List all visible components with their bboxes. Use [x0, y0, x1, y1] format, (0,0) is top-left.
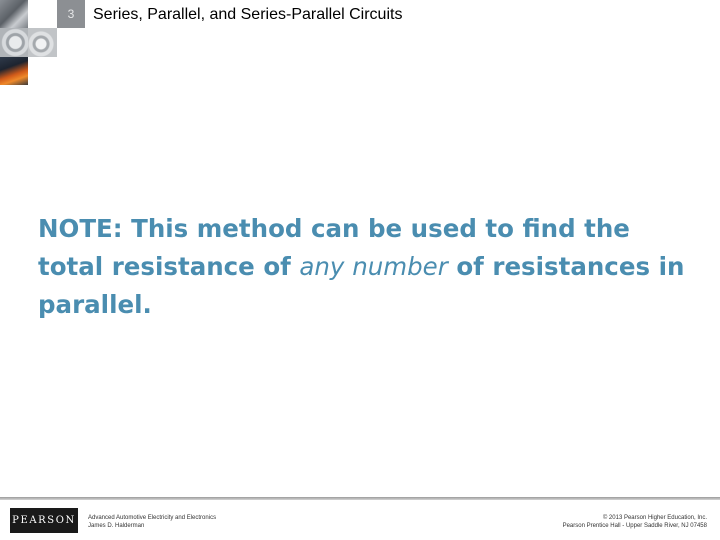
- footer-book-info: [88, 514, 216, 530]
- pearson-logo: [10, 508, 78, 533]
- footer-divider: [0, 497, 720, 500]
- logo-text: PEARSON: [12, 515, 76, 526]
- sports-car-photo-thumbnail: [0, 57, 28, 85]
- wheel-photo-thumbnail: [0, 28, 28, 57]
- car-photo-thumbnail: [0, 0, 28, 28]
- wheel-rim-photo-thumbnail: [28, 28, 57, 57]
- author-name: James D. Halderman: [88, 523, 145, 529]
- page-number: 3: [57, 0, 85, 28]
- footer-copyright: [563, 514, 707, 530]
- note-emphasis: any number: [299, 252, 448, 281]
- copyright-line: © 2013 Pearson Higher Education, Inc.: [602, 515, 707, 521]
- note-text-part2: of resistances in parallel.: [38, 252, 685, 319]
- slide-title: Series, Parallel, and Series-Parallel Circuits: [93, 6, 403, 23]
- note-text: [38, 210, 698, 324]
- book-title: Advanced Automotive Electricity and Electronics: [88, 515, 217, 521]
- publisher-line: Pearson Prentice Hall - Upper Saddle River, NJ 07458: [562, 523, 707, 529]
- note-text-part1: NOTE: This method can be used to find the total resistance of: [38, 214, 630, 281]
